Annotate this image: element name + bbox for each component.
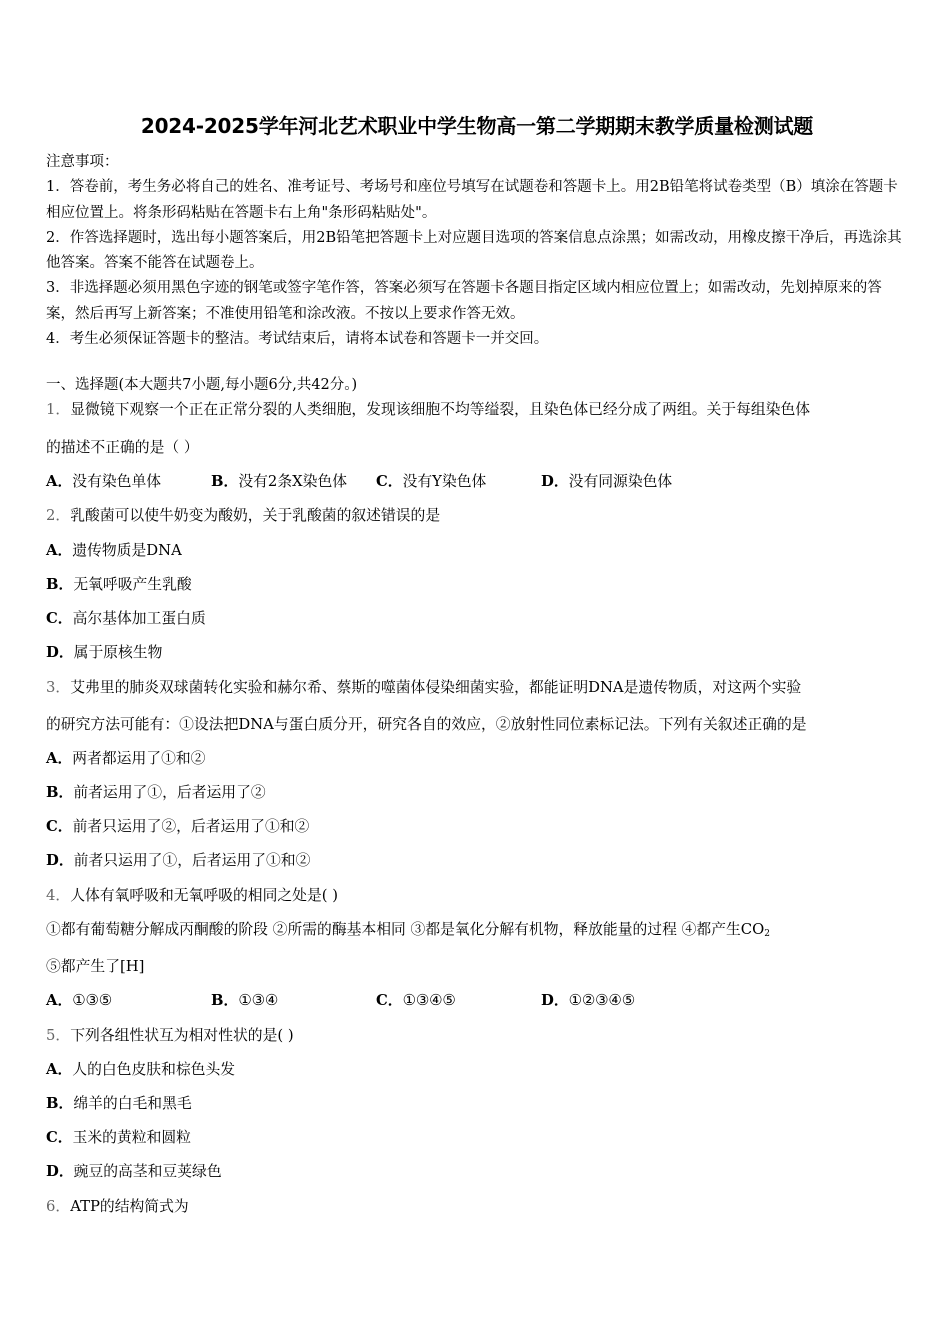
option-d: D．豌豆的高茎和豆荚绿色 [46, 1163, 222, 1180]
option-b: B．①③④ [211, 992, 279, 1009]
option-a: A．两者都运用了①和② [46, 750, 206, 767]
option-b: B．前者运用了①，后者运用了② [46, 784, 266, 801]
note-item: 3．非选择题必须用黑色字迹的钢笔或签字笔作答，答案必须写在答题卡各题目指定区域内相应位置上；如需改动，先划掉原来的答案，然后再写上新答案；不准使用铅笔和涂改液。不按以上要求作答无效。 [46, 280, 882, 322]
option-d: D．①②③④⑤ [541, 992, 635, 1009]
question-1-stem-cont: 的描述不正确的是（ ） [46, 439, 199, 456]
question-number: 6． [46, 1198, 71, 1215]
exam-notes [46, 150, 908, 352]
question-3-stem: 3．艾弗里的肺炎双球菌转化实验和赫尔希、蔡斯的噬菌体侵染细菌实验，都能证明DNA是遗传物质，对这两个实验 [46, 679, 802, 696]
option-a: A．遗传物质是DNA [46, 542, 182, 559]
question-number: 2． [46, 507, 71, 524]
question-4-statements-cont: ⑤都产生了[H] [46, 958, 145, 975]
option-c: C．前者只运用了②，后者运用了①和② [46, 818, 310, 835]
question-4-stem: 4．人体有氧呼吸和无氧呼吸的相同之处是( ) [46, 887, 339, 904]
option-d: D．前者只运用了①，后者运用了①和② [46, 852, 311, 869]
question-number: 5． [46, 1027, 71, 1044]
question-4-statements: ①都有葡萄糖分解成丙酮酸的阶段 ②所需的酶基本相同 ③都是氧化分解有机物，释放能量的过程 ④都产生$CO_2$ [46, 921, 770, 939]
note-item: 1．答卷前，考生务必将自己的姓名、准考证号、考场号和座位号填写在试题卷和答题卡上。用2B铅笔将试卷类型（B）填涂在答题卡相应位置上。将条形码粘贴在答题卡右上角"条形码粘贴处"。 [46, 179, 898, 221]
option-a: A．没有染色单体 [46, 473, 162, 490]
option-b: B．无氧呼吸产生乳酸 [46, 576, 192, 593]
option-b: B．没有2条X染色体 [211, 473, 348, 490]
note-item: 4．考生必须保证答题卡的整洁。考试结束后，请将本试卷和答题卡一并交回。 [46, 331, 549, 348]
question-5-stem: 5．下列各组性状互为相对性状的是( ) [46, 1027, 294, 1044]
question-6-stem: 6．ATP的结构简式为 [46, 1198, 189, 1215]
option-b: B．绵羊的白毛和黑毛 [46, 1095, 192, 1112]
option-c: C．没有Y染色体 [376, 473, 487, 490]
question-2-stem: 2．乳酸菌可以使牛奶变为酸奶，关于乳酸菌的叙述错误的是 [46, 507, 441, 524]
note-item: 2．作答选择题时，选出每小题答案后，用2B铅笔把答题卡上对应题目选项的答案信息点涂黑；如需改动，用橡皮擦干净后，再选涂其他答案。答案不能答在试题卷上。 [46, 229, 902, 272]
question-number: 4． [46, 887, 71, 904]
question-number: 3． [46, 679, 71, 696]
option-a: A．①③⑤ [46, 992, 113, 1009]
option-d: D．没有同源染色体 [541, 473, 673, 490]
option-c: C．①③④⑤ [376, 992, 456, 1009]
page-title: 2024-2025学年河北艺术职业中学生物高一第二学期期末教学质量检测试题 [140, 114, 814, 138]
section-heading: 一、选择题(本大题共7小题,每小题6分,共42分。) [46, 377, 358, 393]
question-1-stem: 1．显微镜下观察一个正在正常分裂的人类细胞，发现该细胞不均等缢裂，且染色体已经分成了两组。关于每组染色体 [46, 401, 811, 418]
notes-heading: 注意事项： [46, 154, 119, 170]
option-d: D．属于原核生物 [46, 644, 163, 661]
option-a: A．人的白色皮肤和棕色头发 [46, 1061, 236, 1078]
option-c: C．玉米的黄粒和圆粒 [46, 1129, 191, 1146]
option-c: C．高尔基体加工蛋白质 [46, 610, 206, 627]
question-number: 1． [46, 401, 71, 418]
question-3-stem-cont: 的研究方法可能有：①设法把DNA与蛋白质分开，研究各自的效应，②放射性同位素标记法。下列有关叙述正确的是 [46, 716, 807, 733]
